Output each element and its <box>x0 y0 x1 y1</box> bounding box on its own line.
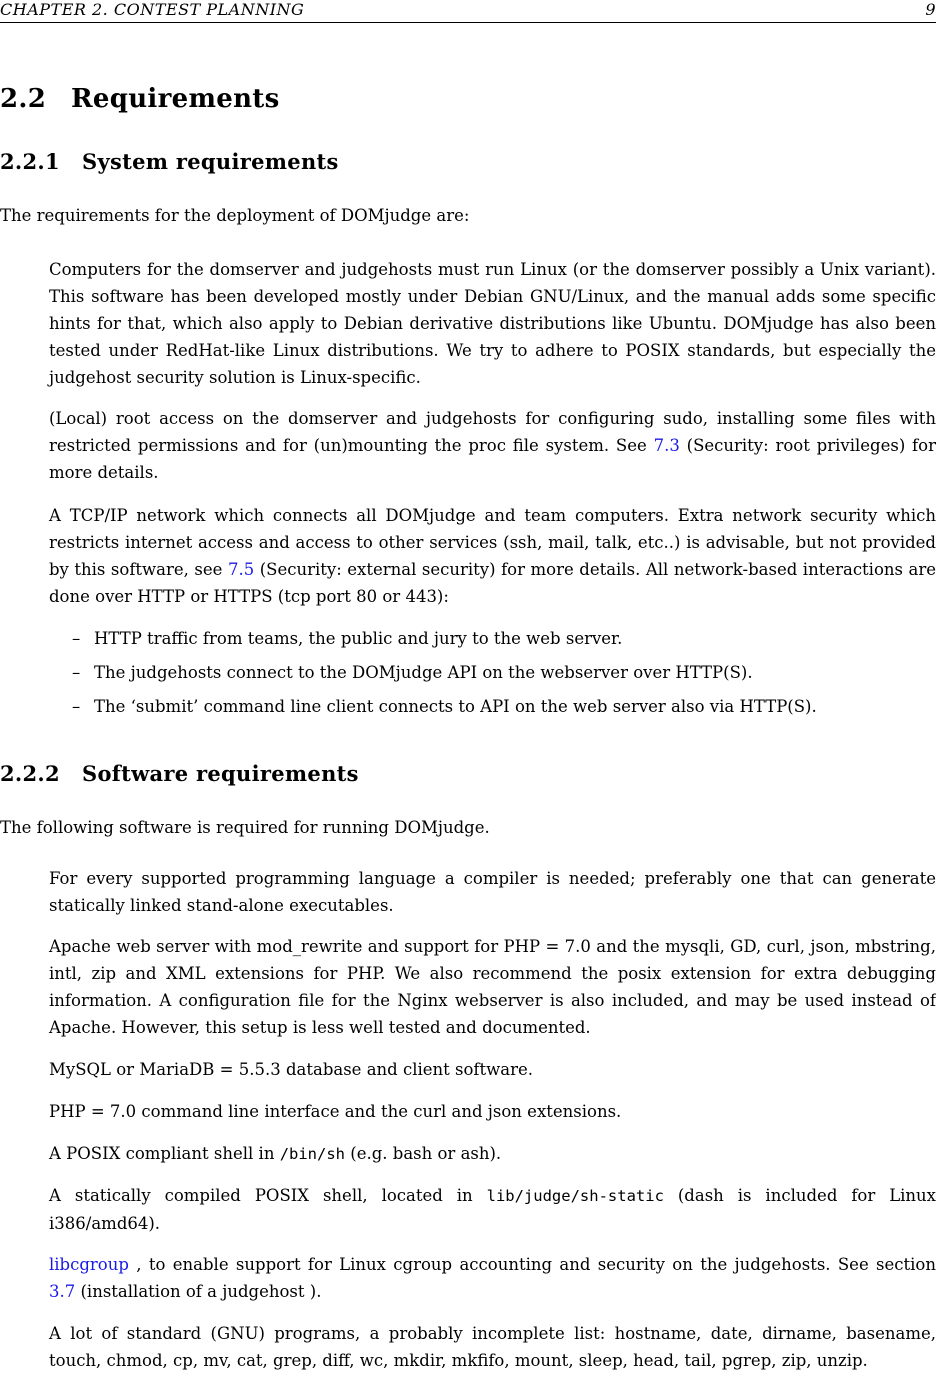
ref-link-7-5[interactable]: 7.5 <box>227 560 255 579</box>
sub-item-judgehosts <box>72 659 753 686</box>
dash-bullet: – <box>72 697 81 716</box>
section-title: Requirements <box>71 84 280 114</box>
ref-link-7-3[interactable]: 7.3 <box>653 436 680 455</box>
system-intro: The requirements for the deployment of DOMjudge are: <box>0 206 470 225</box>
section-heading <box>0 84 280 114</box>
text: A TCP/IP network which connects all DOMjudge and team computers. Extra network security which restricts internet access and access to other services (ssh, mail, talk, etc..) is advisable, but not provided by this software, see <box>49 506 936 579</box>
system-item-root-access <box>49 405 936 486</box>
software-item-gnu-programs: A lot of standard (GNU) programs, a probably incomplete list: hostname, date, dirname, basename, touch, chmod, cp, mv, cat, grep, diff, wc, mkdir, mkfifo, mount, sleep, head, tail, pgrep, zip, unzip. <box>49 1324 936 1370</box>
text: (Local) root access on the domserver and judgehosts for configuring sudo, installing some files with restricted permissions and for (un)mounting the proc file system. See <box>49 409 936 455</box>
subsection-heading-software <box>0 761 359 786</box>
software-item-shell <box>49 1140 936 1168</box>
section-number: 2.2 <box>0 84 47 114</box>
software-intro: The following software is required for running DOMjudge. <box>0 818 490 837</box>
system-item-network <box>49 502 936 610</box>
text: (installation of a judgehost ). <box>75 1282 322 1301</box>
text: A POSIX compliant shell in <box>49 1144 280 1163</box>
software-item-libcgroup <box>49 1251 936 1305</box>
subsection-title: Software requirements <box>82 761 359 786</box>
software-item-apache: Apache web server with mod_rewrite and support for PHP = 7.0 and the mysqli, GD, curl, json, mbstring, intl, zip and XML extensions for PHP. We also recommend the posix extension for extra debugging information. A configuration file for the Nginx webserver is also included, and may be used instead of Apache. However, this setup is less well tested and documented. <box>49 937 936 1037</box>
software-item-php: PHP = 7.0 command line interface and the curl and json extensions. <box>49 1102 622 1121</box>
text: (Security: root privileges) for more details. <box>49 436 936 482</box>
text: The judgehosts connect to the DOMjudge API on the webserver over HTTP(S). <box>94 663 753 682</box>
system-item-os: Computers for the domserver and judgehosts must run Linux (or the domserver possibly a Unix variant). This software has been developed mostly under Debian GNU/Linux, and the manual adds some specific hints for that, which also apply to Debian derivative distributions like Ubuntu. DOMjudge has also been tested under RedHat-like Linux distributions. We try to adhere to POSIX standards, but especially the judgehost security solution is Linux-specific. <box>49 260 936 387</box>
dash-bullet: – <box>72 629 81 648</box>
text: HTTP traffic from teams, the public and jury to the web server. <box>94 629 623 648</box>
sub-item-http <box>72 625 622 652</box>
text: The ‘submit’ command line client connects to API on the web server also via HTTP(S). <box>94 697 817 716</box>
libcgroup-link[interactable]: libcgroup <box>49 1255 129 1274</box>
dash-bullet: – <box>72 663 81 682</box>
sub-item-submit <box>72 693 817 720</box>
page-header <box>0 0 936 23</box>
subsection-title: System requirements <box>82 149 339 174</box>
subsection-number: 2.2.1 <box>0 149 60 174</box>
software-item-compiler: For every supported programming language a compiler is needed; preferably one that can generate statically linked stand-alone executables. <box>49 869 936 915</box>
running-head: CHAPTER 2. CONTEST PLANNING <box>0 0 305 19</box>
text: (e.g. bash or ash). <box>345 1144 502 1163</box>
code-path: lib/judge/sh-static <box>486 1187 664 1205</box>
ref-link-3-7[interactable]: 3.7 <box>49 1282 76 1301</box>
page-number: 9 <box>925 0 936 19</box>
subsection-heading-system <box>0 149 339 174</box>
code-path: /bin/sh <box>279 1145 346 1163</box>
text: , to enable support for Linux cgroup accounting and security on the judgehosts. See section <box>128 1255 936 1274</box>
text: (Security: external security) for more details. All network-based interactions are done over HTTP or HTTPS (tcp port 80 or 443): <box>49 560 936 606</box>
software-item-mysql: MySQL or MariaDB = 5.5.3 database and client software. <box>49 1060 534 1079</box>
subsection-number: 2.2.2 <box>0 761 60 786</box>
text: A statically compiled POSIX shell, located in <box>49 1186 487 1205</box>
software-item-static-shell <box>49 1182 936 1237</box>
text: (dash is included for Linux i386/amd64). <box>49 1186 936 1233</box>
